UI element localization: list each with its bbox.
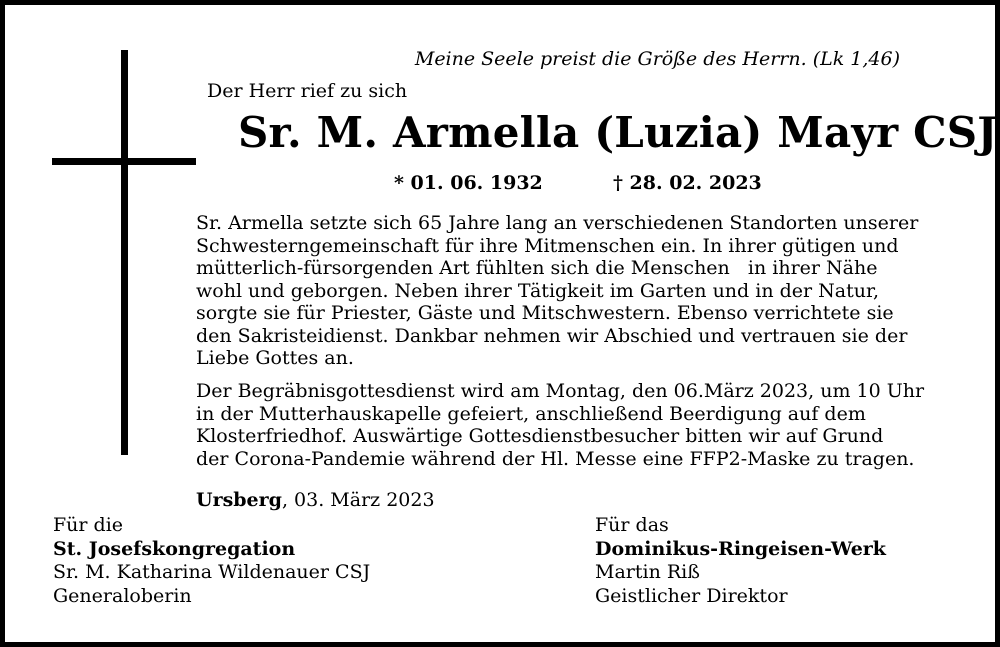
- signature-right: [595, 514, 886, 608]
- place-date: [196, 489, 435, 511]
- signature-organization: Dominikus-Ringeisen-Werk: [595, 537, 886, 560]
- cross-icon-horizontal: [52, 158, 196, 165]
- text-line: Klosterfriedhof. Auswärtige Gottesdienstbesucher bitten wir auf Grund: [196, 425, 884, 447]
- deceased-name: Sr. M. Armella (Luzia) Mayr CSJ: [238, 108, 998, 157]
- biography-paragraph: [196, 212, 976, 370]
- birth-date: * 01. 06. 1932: [394, 172, 543, 194]
- text-line: der Corona-Pandemie während der Hl. Messe eine FFP2-Maske zu tragen.: [196, 447, 915, 470]
- text-line: Liebe Gottes an.: [196, 347, 354, 369]
- signature-role: Generaloberin: [53, 584, 192, 607]
- text-line: sorgte sie für Priester, Gäste und Mitschwestern. Ebenso verrichtete sie: [196, 302, 894, 324]
- bible-quote: Meine Seele preist die Größe des Herrn. (Lk 1,46): [414, 48, 900, 70]
- signature-left: [53, 514, 370, 608]
- intro-text: Der Herr rief zu sich: [207, 80, 408, 102]
- place-name: Ursberg: [196, 489, 282, 511]
- date-text: , 03. März 2023: [281, 489, 435, 511]
- funeral-info-paragraph: [196, 380, 976, 470]
- text-line: in der Mutterhauskapelle gefeiert, anschließend Beerdigung auf dem: [196, 402, 866, 425]
- text-line: Sr. Armella setzte sich 65 Jahre lang an verschiedenen Standorten unserer: [196, 212, 919, 234]
- text-line: wohl und geborgen. Neben ihrer Tätigkeit im Garten und in der Natur,: [196, 279, 879, 302]
- death-date: † 28. 02. 2023: [613, 172, 762, 194]
- signature-role: Geistlicher Direktor: [595, 584, 788, 607]
- text-line: Der Begräbnisgottesdienst wird am Montag, den 06.März 2023, um 10 Uhr: [196, 380, 925, 402]
- text-line: Schwesterngemeinschaft für ihre Mitmenschen ein. In ihrer gütigen und: [196, 234, 899, 257]
- text-line: mütterlich-fürsorgenden Art fühlten sich die Menschen in ihrer Nähe: [196, 257, 878, 279]
- text-line: den Sakristeidienst. Dankbar nehmen wir Abschied und vertrauen sie der: [196, 324, 908, 347]
- signature-for: Für die: [53, 514, 124, 536]
- cross-icon-vertical: [121, 50, 128, 455]
- signature-person: Sr. M. Katharina Wildenauer CSJ: [53, 561, 371, 583]
- signature-for: Für das: [595, 514, 669, 536]
- signature-organization: St. Josefskongregation: [53, 537, 296, 560]
- signature-person: Martin Riß: [595, 561, 700, 583]
